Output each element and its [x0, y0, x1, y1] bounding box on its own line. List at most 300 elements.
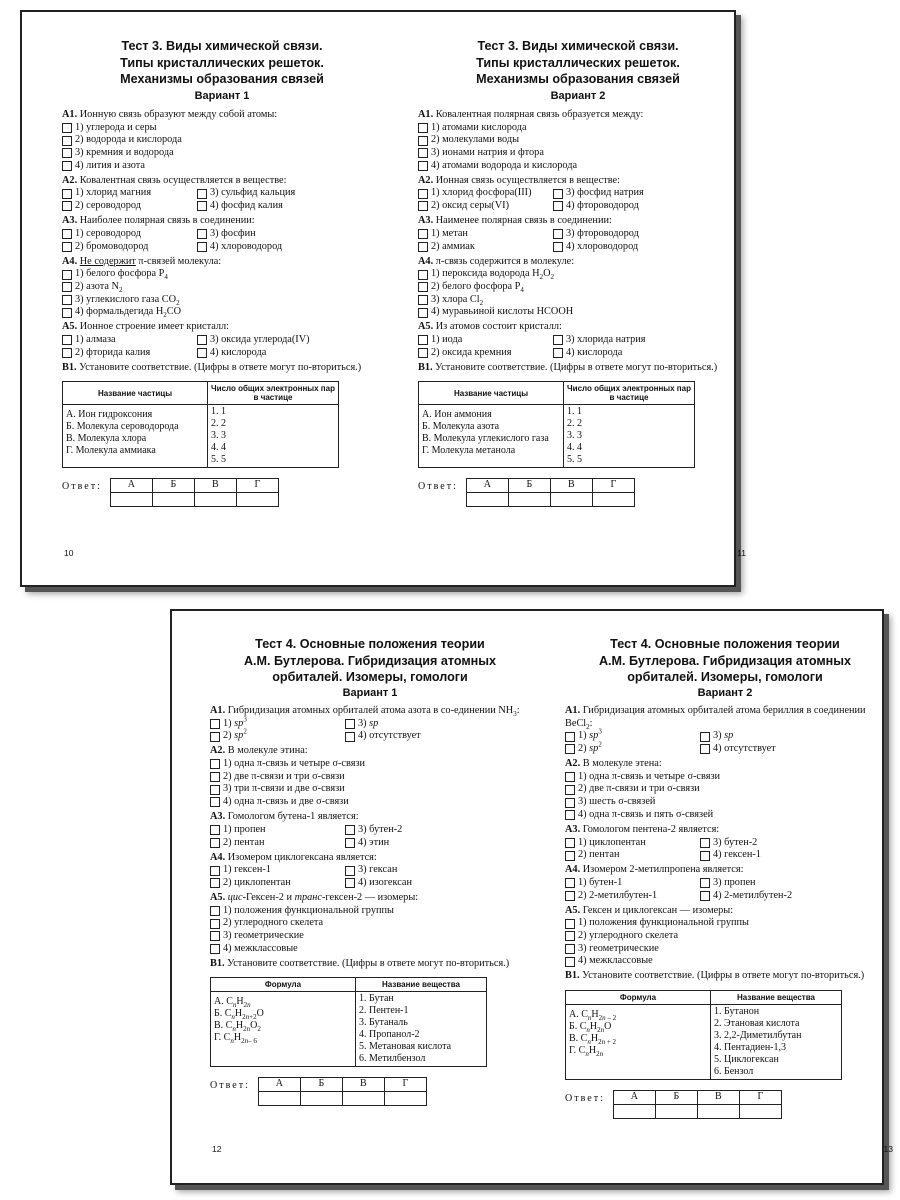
checkbox[interactable] [565, 878, 575, 888]
answer-label: Ответ: [418, 481, 458, 493]
answer-option-label: 1) метан [431, 227, 468, 239]
answer-option-label: 2) водорода и кислорода [75, 134, 182, 146]
answer-option [210, 715, 345, 731]
answer-option [565, 771, 885, 784]
question-text [210, 745, 530, 758]
checkbox[interactable] [210, 931, 220, 941]
checkbox[interactable] [345, 732, 355, 742]
checkbox[interactable] [553, 189, 563, 199]
question-number: А3. [565, 823, 581, 835]
question-text [418, 321, 738, 334]
page [62, 12, 382, 585]
answer-option-label: 1) одна π-связь и четыре σ-связи [223, 758, 366, 770]
checkbox[interactable] [345, 719, 355, 729]
answer-option [565, 943, 885, 956]
answer-options [565, 727, 885, 755]
answer-option-label: 3) геометрические [578, 942, 659, 954]
answer-options [210, 758, 530, 809]
answer-option-label: 1) хлорид фосфора(III) [431, 187, 532, 199]
variant-heading: Вариант 1 [342, 687, 398, 699]
book-spread-test-4 [170, 609, 893, 1185]
checkbox[interactable] [565, 957, 575, 967]
title-line: Типы кристаллических решеток. [120, 55, 324, 70]
answer-option-label: 4) хлороводород [210, 240, 283, 252]
answer-option [210, 905, 530, 918]
title-line: Механизмы образования связей [476, 72, 680, 86]
answer-option [197, 228, 382, 241]
column-header: Формула [566, 991, 711, 1005]
questions [565, 705, 885, 1119]
answer-input-cell[interactable] [466, 493, 508, 507]
question [565, 705, 885, 756]
question [210, 745, 530, 808]
answer-options [62, 187, 382, 212]
matching-item: А. $C_nH_{2n - 2}$ [569, 1009, 617, 1023]
answer-option-label: 3) бутен-2 [713, 836, 758, 848]
answer-option [62, 347, 197, 360]
question-prompt: Ковалентная полярная связь образуется между: [435, 109, 644, 120]
answer-column-header: В [194, 479, 236, 493]
answer-option-label: 3) пропен [713, 876, 756, 888]
question-prompt: Наиболее полярная связь в соединении: [79, 215, 255, 227]
checkbox[interactable] [62, 148, 72, 158]
checkbox[interactable] [62, 136, 72, 146]
answer-option [62, 241, 197, 254]
answer-option [210, 837, 345, 850]
question [62, 256, 382, 319]
variant-heading: Вариант 2 [697, 687, 753, 699]
checkbox[interactable] [565, 891, 575, 901]
matching-item: 5. 5 [211, 454, 226, 466]
answer-input-cell[interactable] [592, 493, 634, 507]
answer-option-label: 3) три π-связи и две σ-связи [223, 783, 345, 795]
checkbox[interactable] [565, 919, 575, 929]
checkbox[interactable] [345, 878, 355, 888]
question-text [62, 109, 382, 122]
answer-option [197, 200, 382, 213]
answer-option [197, 347, 382, 360]
answer-option [197, 241, 382, 254]
answer-options [565, 877, 885, 902]
checkbox[interactable] [62, 229, 72, 239]
answer-option-label: 4) изогексан [358, 876, 412, 888]
question-number: А1. [565, 705, 581, 716]
question [418, 256, 738, 319]
checkbox[interactable] [418, 295, 428, 305]
matching-table [210, 977, 487, 1067]
answer-input-cell[interactable] [236, 493, 278, 507]
checkbox[interactable] [565, 931, 575, 941]
answer-option-label: 1) бутен-1 [578, 876, 623, 888]
checkbox[interactable] [553, 348, 563, 358]
page-number: 10 [64, 548, 74, 558]
answer-option-label: 3) sp [358, 717, 379, 729]
answer-input-cell[interactable] [613, 1105, 655, 1119]
checkbox[interactable] [62, 270, 72, 280]
column-header: Число общих электронных пар в частице [564, 382, 695, 405]
matching-item: Г. Молекула аммиака [66, 445, 156, 457]
checkbox[interactable] [418, 282, 428, 292]
answer-option [418, 200, 553, 213]
matching-right-list [714, 1006, 838, 1078]
answer-option [62, 228, 197, 241]
answer-option-label: 1) атомами кислорода [431, 121, 527, 133]
answer-option-label: 4) гексен-1 [713, 849, 761, 861]
answer-option-label: 2) 2-метилбутен-1 [578, 889, 658, 901]
checkbox[interactable] [345, 866, 355, 876]
question-prompt: Изомером циклогексана является: [227, 851, 377, 863]
checkbox[interactable] [418, 242, 428, 252]
checkbox[interactable] [700, 851, 710, 861]
answer-option-label: 3) бутен-2 [358, 823, 403, 835]
checkbox[interactable] [210, 866, 220, 876]
answer-column-header: А [110, 479, 152, 493]
page [210, 611, 530, 1183]
title-line: А.М. Бутлерова. Гибридизация атомных [243, 653, 497, 668]
checkbox[interactable] [210, 797, 220, 807]
checkbox[interactable] [210, 906, 220, 916]
checkbox[interactable] [565, 798, 575, 808]
checkbox[interactable] [62, 242, 72, 252]
answer-option [418, 268, 738, 281]
answer-option-label: 3) углекислого газа $CO_2$ [75, 293, 180, 307]
checkbox[interactable] [62, 189, 72, 199]
answer-option [345, 824, 530, 837]
checkbox[interactable] [210, 919, 220, 929]
answer-option-label: 2) углеродного скелета [223, 917, 324, 929]
answer-option [210, 783, 530, 796]
checkbox[interactable] [418, 148, 428, 158]
answer-option [565, 740, 700, 756]
question [62, 109, 382, 172]
checkbox[interactable] [565, 810, 575, 820]
answer-option-label: 2) оксид серы(VI) [431, 200, 509, 212]
answer-option [553, 241, 738, 254]
matching-item: 3. 2,2-Диметилбутан [714, 1030, 802, 1042]
checkbox[interactable] [197, 242, 207, 252]
checkbox[interactable] [700, 744, 710, 754]
checkbox[interactable] [210, 878, 220, 888]
checkbox[interactable] [210, 759, 220, 769]
matching-left-list [569, 1009, 707, 1057]
answer-option [553, 228, 738, 241]
variant-heading: Вариант 2 [550, 90, 606, 102]
checkbox[interactable] [418, 201, 428, 211]
answer-input-cell[interactable] [655, 1105, 697, 1119]
answer-options [210, 715, 530, 743]
checkbox[interactable] [62, 295, 72, 305]
answer-option [700, 730, 885, 743]
answer-option-label: 4) кислорода [566, 346, 623, 358]
checkbox[interactable] [62, 161, 72, 171]
question-b1 [210, 958, 530, 971]
answer-input-cell[interactable] [550, 493, 592, 507]
question-prompt: Установите соответствие. (Цифры в ответе могут по-вториться.) [227, 957, 510, 969]
question-b1 [418, 362, 738, 375]
question [418, 215, 738, 253]
question-text [418, 256, 738, 269]
checkbox[interactable] [345, 838, 355, 848]
questions [210, 705, 530, 1106]
answer-option-label: 2) две π-связи и три σ-связи [578, 783, 700, 795]
answer-option-label: 2) бромоводород [75, 240, 149, 252]
matching-item: Г. $C_nH_{2n}$ [569, 1045, 604, 1059]
matching-item: 2. 2 [211, 418, 226, 430]
checkbox[interactable] [62, 308, 72, 318]
answer-option [418, 347, 553, 360]
answer-options [418, 334, 738, 359]
question [565, 864, 885, 902]
question-prompt: цис-Гексен-2 и транс-гексен-2 — изомеры: [227, 891, 419, 903]
checkbox[interactable] [197, 229, 207, 239]
checkbox[interactable] [210, 838, 220, 848]
answer-option-label: 4) атомами водорода и кислорода [431, 159, 578, 171]
question-prompt: Не содержит π-связей молекула: [79, 255, 222, 267]
checkbox[interactable] [553, 335, 563, 345]
matching-left-list [422, 409, 560, 457]
answer-option [700, 743, 885, 756]
checkbox[interactable] [418, 136, 428, 146]
question-number: А1. [210, 705, 226, 716]
answer-option-label: 1) положения функциональной группы [223, 904, 394, 916]
checkbox[interactable] [565, 838, 575, 848]
answer-option-label: 1) одна π-связь и четыре σ-связи [578, 770, 721, 782]
matching-item: А. Ион гидроксония [66, 409, 153, 421]
answer-option [62, 134, 382, 147]
checkbox[interactable] [565, 744, 575, 754]
matching-right-list [211, 406, 335, 466]
checkbox[interactable] [553, 201, 563, 211]
answer-option [62, 334, 197, 347]
answer-option-label: 4) фтороводород [566, 200, 639, 212]
checkbox[interactable] [418, 335, 428, 345]
title-line: Тест 4. Основные положения теории [610, 637, 840, 651]
checkbox[interactable] [418, 123, 428, 133]
page-title [62, 38, 382, 88]
column-header: Число общих электронных пар в частице [208, 382, 339, 405]
answer-option [418, 187, 553, 200]
page-number: 13 [883, 1144, 893, 1154]
answer-option-label: 2) две π-связи и три σ-связи [223, 770, 345, 782]
answer-table [258, 1077, 427, 1106]
title-line: Тест 3. Виды химической связи. [121, 39, 323, 53]
checkbox[interactable] [197, 189, 207, 199]
question-b1 [565, 970, 885, 983]
matching-item: 3. 3 [567, 430, 582, 442]
answer-options [418, 122, 738, 173]
answer-option [62, 281, 382, 294]
answer-option-label: 4) хлороводород [566, 240, 639, 252]
answer-option [553, 187, 738, 200]
question-number: В1. [418, 361, 433, 373]
checkbox[interactable] [418, 348, 428, 358]
checkbox[interactable] [210, 825, 220, 835]
matching-table [565, 990, 842, 1080]
answer-label: Ответ: [62, 481, 102, 493]
answer-option-label: 3) гексан [358, 864, 398, 876]
answer-column-header: В [342, 1078, 384, 1092]
checkbox[interactable] [210, 732, 220, 742]
checkbox[interactable] [210, 772, 220, 782]
title-line: Тест 4. Основные положения теории [255, 637, 485, 651]
matching-item: 3. 3 [211, 430, 226, 442]
checkbox[interactable] [700, 732, 710, 742]
answer-option [553, 347, 738, 360]
checkbox[interactable] [553, 242, 563, 252]
checkbox[interactable] [197, 348, 207, 358]
question [565, 905, 885, 968]
checkbox[interactable] [418, 308, 428, 318]
answer-option [345, 730, 530, 743]
checkbox[interactable] [553, 229, 563, 239]
answer-input-cell[interactable] [508, 493, 550, 507]
answer-option-label: 4) одна π-связь и пять σ-связей [578, 808, 714, 820]
matching-table [62, 381, 339, 468]
answer-option [565, 917, 885, 930]
checkbox[interactable] [62, 123, 72, 133]
checkbox[interactable] [197, 335, 207, 345]
checkbox[interactable] [565, 785, 575, 795]
answer-options [210, 824, 530, 849]
matching-table [418, 381, 695, 468]
question-number: А5. [210, 891, 226, 903]
checkbox[interactable] [62, 348, 72, 358]
checkbox[interactable] [62, 282, 72, 292]
checkbox[interactable] [62, 201, 72, 211]
matching-item: А. $C_nH_{2n}$ [214, 996, 251, 1010]
answer-input-cell[interactable] [258, 1092, 300, 1106]
matching-item: 1. 1 [567, 406, 582, 418]
answer-option [565, 809, 885, 822]
question-text [565, 705, 885, 730]
checkbox[interactable] [197, 201, 207, 211]
answer-options [565, 771, 885, 822]
answer-input-cell[interactable] [194, 493, 236, 507]
question [210, 892, 530, 955]
question-text [565, 758, 885, 771]
answer-option-label: 3) кремния и водорода [75, 147, 174, 159]
question [418, 109, 738, 172]
question-prompt: Ионную связь образуют между собой атомы: [79, 109, 278, 120]
answer-option-label: 3) геометрические [223, 929, 304, 941]
question-prompt: Гомологом бутена-1 является: [227, 811, 359, 823]
answer-option-label: 2) циклопентан [223, 876, 291, 888]
checkbox[interactable] [565, 732, 575, 742]
checkbox[interactable] [210, 785, 220, 795]
matching-item: 1. Бутан [359, 993, 394, 1005]
question-text [565, 864, 885, 877]
question-number: А1. [62, 109, 78, 120]
answer-option [210, 930, 530, 943]
answer-option-label: 1) пероксида водорода $H_2O_2$ [431, 268, 555, 282]
checkbox[interactable] [418, 229, 428, 239]
answer-option [345, 718, 530, 731]
answer-input-cell[interactable] [739, 1105, 781, 1119]
answer-option-label: 4) формальдегида $H_2CO$ [75, 306, 182, 320]
answer-option [210, 727, 345, 743]
answer-input-cell[interactable] [342, 1092, 384, 1106]
book-spread-test-3 [20, 10, 746, 587]
answer-column-header: А [466, 479, 508, 493]
answer-option-label: 1) иода [431, 333, 463, 345]
matching-left-list [66, 409, 204, 457]
answer-options [62, 122, 382, 173]
answer-option [418, 241, 553, 254]
question-number: А3. [210, 811, 226, 823]
questions [418, 109, 738, 507]
answer-input-cell[interactable] [384, 1092, 426, 1106]
answer-column-header: Г [592, 479, 634, 493]
answer-options [565, 917, 885, 968]
answer-input-cell[interactable] [300, 1092, 342, 1106]
checkbox[interactable] [418, 189, 428, 199]
matching-item: 2. Этановая кислота [714, 1018, 800, 1030]
answer-column-header: Г [236, 479, 278, 493]
matching-item: 2. 2 [567, 418, 582, 430]
checkbox[interactable] [210, 719, 220, 729]
answer-option [62, 268, 382, 281]
answer-options [418, 187, 738, 212]
answer-option-label: 4) отсутствует [713, 743, 776, 755]
answer-option [62, 200, 197, 213]
answer-option-label: 2) $sp^2$ [223, 727, 247, 742]
question-text [210, 852, 530, 865]
answer-options [565, 837, 885, 862]
answer-input-cell[interactable] [152, 493, 194, 507]
checkbox[interactable] [565, 944, 575, 954]
answer-grid [62, 478, 382, 507]
title-line: А.М. Бутлерова. Гибридизация атомных [598, 653, 852, 668]
checkbox[interactable] [418, 270, 428, 280]
matching-right-cell [711, 1005, 842, 1080]
answer-option-label: 4) одна π-связь и две σ-связи [223, 796, 349, 808]
question [62, 175, 382, 213]
title-line: Типы кристаллических решеток. [476, 55, 680, 70]
matching-right-list [567, 406, 691, 466]
checkbox[interactable] [700, 891, 710, 901]
matching-item: 4. Пропанол-2 [359, 1029, 420, 1041]
matching-item: 3. Бутаналь [359, 1017, 408, 1029]
answer-input-cell[interactable] [697, 1105, 739, 1119]
checkbox[interactable] [700, 838, 710, 848]
answer-option-label: 2) аммиак [431, 240, 475, 252]
question-text [62, 175, 382, 188]
checkbox[interactable] [418, 161, 428, 171]
answer-option-label: 3) фосфид натрия [566, 187, 644, 199]
question-prompt: Из атомов состоит кристалл: [435, 321, 562, 333]
answer-option [210, 917, 530, 930]
question-number: А2. [418, 174, 434, 186]
answer-option-label: 4) межклассовые [578, 955, 653, 967]
question-number: А5. [62, 321, 78, 333]
answer-table [110, 478, 279, 507]
checkbox[interactable] [565, 772, 575, 782]
answer-input-cell[interactable] [110, 493, 152, 507]
answer-option-label: 3) фтороводород [566, 227, 639, 239]
answer-option [565, 955, 885, 968]
checkbox[interactable] [700, 878, 710, 888]
checkbox[interactable] [565, 851, 575, 861]
answer-option-label: 2) углеродного скелета [578, 929, 679, 941]
checkbox[interactable] [210, 944, 220, 954]
answer-option [210, 864, 345, 877]
answer-option-label: 2) оксида кремния [431, 346, 512, 358]
matching-left-cell [419, 405, 564, 468]
checkbox[interactable] [62, 335, 72, 345]
checkbox[interactable] [345, 825, 355, 835]
answer-option [565, 890, 700, 903]
questions [62, 109, 382, 507]
